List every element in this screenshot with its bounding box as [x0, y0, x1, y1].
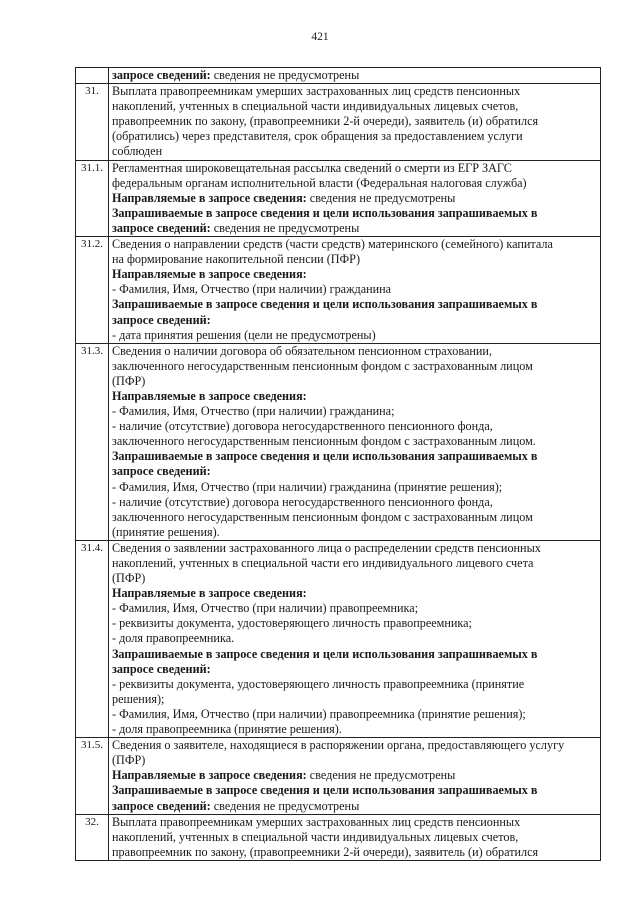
text-line: [112, 359, 597, 374]
text-segment: - реквизиты документа, удостоверяющего личность правопреемника;: [112, 616, 472, 631]
text-line: [112, 662, 597, 677]
row-number: 31.3.: [76, 343, 109, 540]
text-line: [112, 252, 597, 267]
text-line: [112, 176, 597, 191]
bold-label: Направляемые в запросе сведения:: [112, 586, 307, 601]
text-line: [112, 404, 597, 419]
table-row: [76, 540, 601, 737]
text-line: [112, 692, 597, 707]
table-row: [76, 738, 601, 814]
text-segment: Регламентная широковещательная рассылка сведений о смерти из ЕГР ЗАГС: [112, 160, 512, 175]
text-line: [112, 434, 597, 449]
bold-label: Направляемые в запросе сведения:: [112, 768, 310, 783]
row-number: 32.: [76, 814, 109, 860]
text-segment: - Фамилия, Имя, Отчество (при наличии) правопреемника (принятие решения);: [112, 706, 526, 721]
bold-label: Запрашиваемые в запросе сведения и цели использования запрашиваемых в: [112, 449, 538, 464]
text-segment: - доля правопреемника.: [112, 631, 235, 646]
text-segment: - Фамилия, Имя, Отчество (при наличии) гражданина: [112, 282, 392, 297]
text-segment: - Фамилия, Имя, Отчество (при наличии) гражданина;: [112, 404, 395, 419]
text-line: [112, 328, 597, 343]
text-segment: (ПФР): [112, 373, 146, 388]
text-segment: заключенного негосударственным пенсионным фондом с застрахованным лицом.: [112, 434, 536, 449]
text-segment: сведения не предусмотрены: [213, 220, 360, 235]
row-content: [109, 814, 601, 860]
text-segment: сведения не предусмотрены: [309, 190, 456, 205]
text-line: [112, 677, 597, 692]
text-segment: Выплата правопреемникам умерших застрахованных лиц средств пенсионных: [112, 814, 521, 829]
row-content: [109, 540, 601, 737]
table-body: [76, 68, 601, 861]
text-line: [112, 845, 597, 860]
table-row: [76, 237, 601, 344]
text-segment: (ПФР): [112, 571, 146, 586]
row-content: [109, 738, 601, 814]
text-segment: Выплата правопреемникам умерших застрахованных лиц средств пенсионных: [112, 84, 521, 99]
text-segment: решения);: [112, 691, 165, 706]
bold-label: запросе сведений:: [112, 312, 211, 327]
table-row: [76, 160, 601, 236]
bold-label: запросе сведений:: [112, 68, 214, 82]
text-line: [112, 738, 597, 753]
table-row: [76, 814, 601, 860]
bold-label: Запрашиваемые в запросе сведения и цели использования запрашиваемых в: [112, 297, 538, 312]
text-segment: на формирование накопительной пенсии (ПФР): [112, 252, 361, 267]
text-segment: Сведения о наличии договора об обязательном пенсионном страховании,: [112, 343, 493, 358]
bold-label: Направляемые в запросе сведения:: [112, 190, 310, 205]
bold-label: Запрашиваемые в запросе сведения и цели использования запрашиваемых в: [112, 646, 538, 661]
table-row: [76, 68, 601, 84]
text-segment: Сведения о заявителе, находящиеся в распоряжении органа, предоставляющего услугу: [112, 738, 565, 753]
text-line: [112, 495, 597, 510]
text-line: [112, 601, 597, 616]
text-segment: накоплений, учтенных в специальной части индивидуальных лицевых счетов,: [112, 99, 519, 114]
text-line: [112, 129, 597, 144]
bold-label: запросе сведений:: [112, 661, 211, 676]
text-line: [112, 282, 597, 297]
text-segment: соблюден: [112, 144, 163, 159]
text-segment: Сведения о заявлении застрахованного лица о распределении средств пенсионных: [112, 540, 541, 555]
text-line: [112, 722, 597, 737]
text-line: [112, 221, 597, 236]
text-line: [112, 84, 597, 99]
services-table: [75, 67, 601, 861]
text-line: [112, 616, 597, 631]
text-segment: - Фамилия, Имя, Отчество (при наличии) гражданина (принятие решения);: [112, 479, 503, 494]
text-line: [112, 99, 597, 114]
text-segment: сведения не предусмотрены: [213, 798, 360, 813]
text-segment: правопреемник по закону, (правопреемники 2-й очереди), заявитель (и) обратился: [112, 844, 539, 859]
text-line: [112, 480, 597, 495]
text-line: [112, 374, 597, 389]
text-line: [112, 206, 597, 221]
text-segment: (ПФР): [112, 753, 146, 768]
row-content: [109, 237, 601, 344]
text-line: [112, 525, 597, 540]
text-line: [112, 389, 597, 404]
text-line: [112, 830, 597, 845]
bold-label: запросе сведений:: [112, 220, 214, 235]
text-segment: сведения не предусмотрены: [213, 68, 360, 82]
text-line: [112, 267, 597, 282]
text-line: [112, 556, 597, 571]
row-number: 31.2.: [76, 237, 109, 344]
row-number: 31.1.: [76, 160, 109, 236]
text-line: [112, 631, 597, 646]
row-number: 31.5.: [76, 738, 109, 814]
text-line: [112, 344, 597, 359]
text-line: [112, 783, 597, 798]
text-line: [112, 541, 597, 556]
text-segment: сведения не предусмотрены: [309, 768, 456, 783]
text-segment: - Фамилия, Имя, Отчество (при наличии) правопреемника;: [112, 601, 419, 616]
text-line: [112, 161, 597, 176]
text-line: [112, 586, 597, 601]
text-line: [112, 753, 597, 768]
bold-label: запросе сведений:: [112, 464, 211, 479]
text-segment: - доля правопреемника (принятие решения).: [112, 722, 342, 737]
text-segment: заключенного негосударственным пенсионным фондом с застрахованным лицом: [112, 509, 533, 524]
text-line: [112, 510, 597, 525]
text-line: [112, 799, 597, 814]
text-segment: - дата принятия решения (цели не предусмотрены): [112, 327, 376, 342]
text-line: [112, 815, 597, 830]
text-segment: (обратились) через представителя, срок обращения за предоставлением услуги: [112, 129, 523, 144]
text-line: [112, 237, 597, 252]
table-row: [76, 343, 601, 540]
bold-label: Запрашиваемые в запросе сведения и цели использования запрашиваемых в: [112, 205, 538, 220]
text-segment: накоплений, учтенных в специальной части его индивидуального лицевого счета: [112, 556, 534, 570]
text-segment: правопреемник по закону, (правопреемники 2-й очереди), заявитель (и) обратился: [112, 114, 539, 129]
text-line: [112, 647, 597, 662]
bold-label: Направляемые в запросе сведения:: [112, 267, 307, 282]
text-line: [112, 68, 597, 83]
row-number: 31.: [76, 84, 109, 160]
text-line: [112, 449, 597, 464]
text-segment: Сведения о направлении средств (части средств) материнского (семейного) капитала: [112, 237, 553, 252]
text-line: [112, 707, 597, 722]
bold-label: Запрашиваемые в запросе сведения и цели использования запрашиваемых в: [112, 783, 538, 798]
bold-label: запросе сведений:: [112, 798, 214, 813]
text-segment: - реквизиты документа, удостоверяющего личность правопреемника (принятие: [112, 676, 525, 691]
text-segment: заключенного негосударственным пенсионным фондом с застрахованным лицом: [112, 358, 533, 373]
text-line: [112, 191, 597, 206]
text-line: [112, 464, 597, 479]
text-line: [112, 313, 597, 328]
row-number: 31.4.: [76, 540, 109, 737]
table-row: [76, 84, 601, 160]
text-line: [112, 144, 597, 159]
row-content: [109, 343, 601, 540]
row-content: [109, 68, 601, 84]
text-segment: накоплений, учтенных в специальной части индивидуальных лицевых счетов,: [112, 829, 519, 844]
text-segment: федеральным органам исполнительной власти (Федеральная налоговая служба): [112, 175, 527, 190]
row-content: [109, 84, 601, 160]
row-number: [76, 68, 109, 84]
bold-label: Направляемые в запросе сведения:: [112, 388, 307, 403]
text-line: [112, 571, 597, 586]
text-segment: - наличие (отсутствие) договора негосударственного пенсионного фонда,: [112, 494, 493, 509]
text-segment: - наличие (отсутствие) договора негосударственного пенсионного фонда,: [112, 419, 493, 434]
text-line: [112, 419, 597, 434]
page-number: 421: [311, 31, 329, 43]
text-line: [112, 114, 597, 129]
text-segment: (принятие решения).: [112, 524, 220, 539]
row-content: [109, 160, 601, 236]
text-line: [112, 768, 597, 783]
text-line: [112, 297, 597, 312]
